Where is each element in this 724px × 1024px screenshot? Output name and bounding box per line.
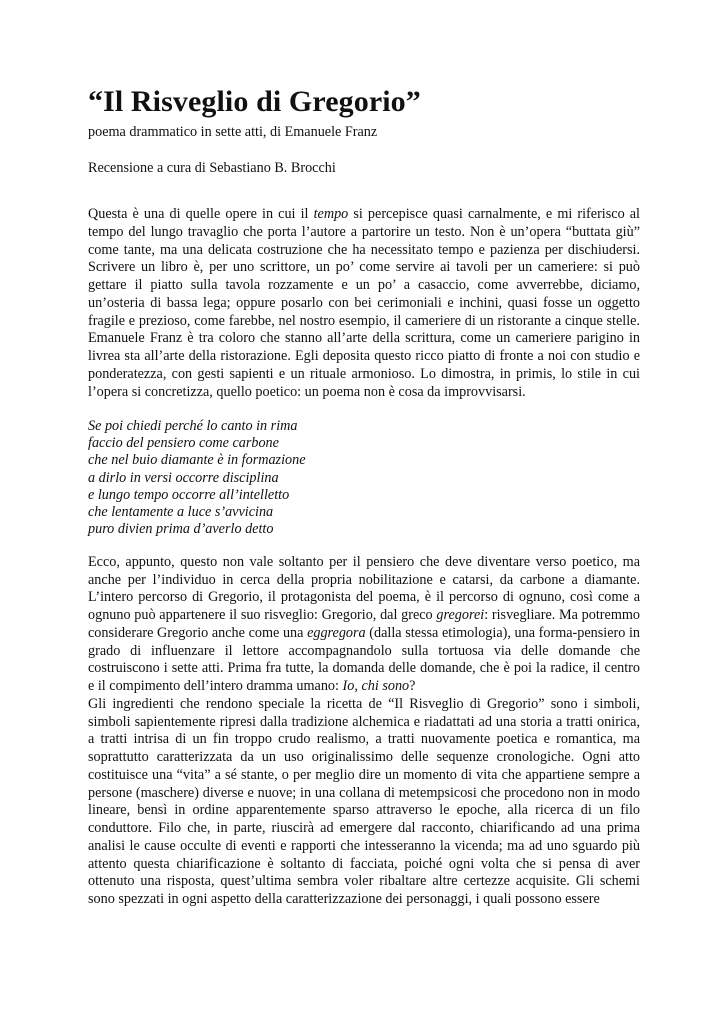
poem-line: puro divien prima d’averlo detto — [88, 520, 274, 537]
document-page — [88, 84, 640, 909]
text-segment: : risvegliare. Ma potremmo considerare Gregorio anche come una — [88, 607, 640, 641]
body-paragraph-2 — [88, 554, 640, 696]
poem-line: che nel buio diamante è in formazione — [88, 452, 306, 469]
text-segment: Questa è una di quelle opere in cui il — [88, 206, 314, 222]
poem-line: e lungo tempo occorre all’intelletto — [88, 486, 290, 503]
text-segment: Ecco, appunto, questo non vale soltanto per il pensiero che deve diventare verso poetico, ma anche per l’individuo in cerca della propria nobilitazione e catarsi, da carbone a diamante. L’intero percorso di Gregorio, il protagonista del poema, è il percorso di ognuno, così come a ognuno può appartenere il suo risveglio: Gregorio, dal greco — [88, 553, 640, 624]
poem-excerpt — [88, 418, 640, 538]
text-segment: ? — [409, 678, 416, 695]
body-paragraph-3: Gli ingredienti che rendono speciale la ricetta de “Il Risveglio di Gregorio” sono i simboli, simboli sapientemente ripresi dalla tradizione alchemica e riadattati ad una storia a tratti onirica, a tratti intrisa di un fin troppo crudo realismo, a tratti nuovamente poetica e romantica, ma soprattutto caratterizzata da un uso originalissimo delle sequenze cronologiche. Ogni atto costituisce una “vita” a sé stante, o per meglio dire un momento di vita che appartiene sempre a persone (maschere) diverse e nuove; in una collana di metempsicosi che procedono non in modo lineare, bensì in ordine apparentemente sparso attraverso le epoche, alla ricerca di un filo conduttore. Filo che, in parte, riuscirà ad emergere dal racconto, chiarificando ad una prima analisi le cause occulte di eventi e rapporti che intesseranno la vicenda; ma ad uno sguardo più attento questa chiarificazione è soltanto di facciata, poiché ogni volta che si pensa di aver ottenuto una risposta, quest’ultima sembra voler ribaltare altre certezze acquisite. Gli schemi sono spezzati in ogni aspetto della caratterizzazione dei personaggi, i quali possono essere — [88, 695, 640, 908]
text-segment: si percepisce quasi carnalmente, e mi riferisco al tempo del lungo travaglio che porta l’autore a partorire un testo. Non è un’opera “buttata giù” come tante, ma una delicata costruzione che ha necessitato tempo e pazienza per dischiudersi. Scrivere un libro è, per uno scrittore, un po’ come servire ai tavoli per un cameriere: si può gettare il piatto sulla tavola rozzamente e un po’ a casaccio, come avverrebbe, diciamo, un’osteria di bassa lega; oppure posarlo con bei cerimoniali e inchini, quasi fosse un oggetto fragile e prezioso, come farebbe, nel nostro esempio, il cameriere di un ristorante a cinque stelle. Emanuele Franz è tra coloro che stanno all’arte della scrittura, come un cameriere parigino in livrea sta all’arte della ristorazione. Egli deposita questo ricco piatto di fronte a noi con studio e ponderatezza, con gesti sapienti e un rituale armonioso. Lo dimostra, in primis, lo stile in cui l’opera si concretizza, quello poetico: un poema non è cosa da improvvisarsi. — [88, 206, 641, 400]
poem-line: a dirlo in versi occorre disciplina — [88, 469, 279, 486]
emphasis-io-chi-sono: Io, chi sono — [342, 678, 410, 695]
body-paragraph-1 — [88, 206, 640, 401]
emphasis-gregorei: gregorei — [436, 607, 485, 624]
document-title: “Il Risveglio di Gregorio” — [88, 85, 421, 118]
emphasis-eggregora: eggregora — [307, 624, 366, 641]
poem-line: faccio del pensiero come carbone — [88, 435, 279, 452]
emphasis-tempo: tempo — [313, 206, 349, 222]
reviewer-credit: Recensione a cura di Sebastiano B. Brocchi — [88, 160, 336, 176]
poem-line: Se poi chiedi perché lo canto in rima — [88, 418, 298, 435]
text-segment: (dalla stessa etimologia), una forma-pensiero in grado di influenzare il lettore accompagnandolo sulla tortuosa via delle domande che costruiscono i sette atti. Prima fra tutte, la domanda delle domande, che è poi la radice, il centro e il compimento dell’intero dramma umano: — [88, 624, 640, 695]
document-subtitle: poema drammatico in sette atti, di Emanuele Franz — [88, 124, 378, 140]
poem-line: che lentamente a luce s’avvicina — [88, 503, 274, 520]
